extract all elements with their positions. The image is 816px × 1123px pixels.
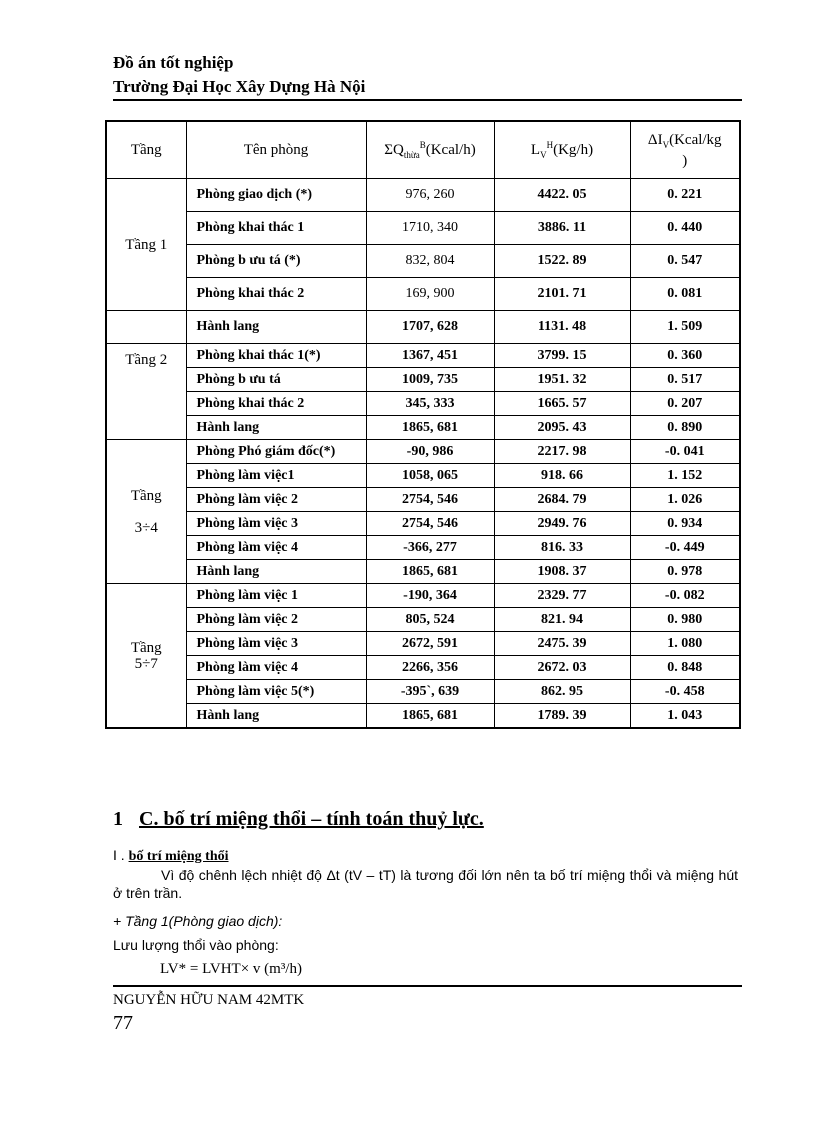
ed-main: ΔI	[647, 131, 663, 148]
floor-cell	[106, 440, 186, 584]
af-sub: V	[540, 150, 547, 160]
ed-sub: V	[662, 139, 670, 150]
room-cell: Phòng khai thác 1(*)	[186, 344, 366, 368]
room-cell: Phòng làm việc 2	[186, 488, 366, 512]
heat-cell: 2266, 356	[366, 656, 494, 680]
heat-cell: 2754, 546	[366, 512, 494, 536]
delta-cell: 0. 934	[630, 512, 740, 536]
flow-formula: LV* = LVHT× v (m³/h)	[160, 961, 302, 977]
header-rule	[113, 99, 742, 101]
room-cell: Phòng b ưu tá	[186, 368, 366, 392]
floor-cell-empty	[106, 311, 186, 344]
header-heat-surplus	[366, 121, 494, 179]
page-number: 77	[113, 1012, 133, 1034]
heat-cell: 1865, 681	[366, 560, 494, 584]
table-row	[106, 584, 740, 608]
university-name: Trường Đại Học Xây Dựng Hà Nội	[113, 77, 366, 96]
delta-cell: -0. 041	[630, 440, 740, 464]
delta-cell: 0. 547	[630, 245, 740, 278]
body-paragraph: Vì độ chênh lệch nhiệt độ Δt (tV – tT) là tương đối lớn nên ta bố trí miệng thổi và miệng hút ở trên trần.	[113, 867, 738, 901]
footer-rule	[113, 985, 742, 987]
table-row	[106, 212, 740, 245]
table-row	[106, 512, 740, 536]
floor-note: + Tầng 1(Phòng giao dịch):	[113, 913, 283, 929]
table-row	[106, 440, 740, 464]
room-cell: Hành lang	[186, 416, 366, 440]
room-cell: Phòng làm việc 3	[186, 632, 366, 656]
table-row	[106, 488, 740, 512]
af-sup: H	[546, 140, 554, 150]
heat-cell: 1009, 735	[366, 368, 494, 392]
floor-cell	[106, 584, 186, 729]
hs-sup: B	[419, 140, 426, 150]
flow-cell: 2949. 76	[494, 512, 630, 536]
heat-cell: -395`, 639	[366, 680, 494, 704]
sub-heading	[113, 846, 229, 866]
table-row	[106, 656, 740, 680]
table-row	[106, 278, 740, 311]
flow-cell: 821. 94	[494, 608, 630, 632]
flow-cell: 918. 66	[494, 464, 630, 488]
table-row	[106, 344, 740, 368]
heat-cell: 1865, 681	[366, 416, 494, 440]
delta-cell: 0. 221	[630, 179, 740, 212]
header-floor: Tầng	[106, 121, 186, 179]
section-heading	[113, 808, 484, 831]
delta-cell: 0. 440	[630, 212, 740, 245]
room-cell: Phòng làm việc 5(*)	[186, 680, 366, 704]
af-unit: (Kg/h)	[553, 142, 594, 158]
delta-cell: 0. 890	[630, 416, 740, 440]
flow-cell: 2217. 98	[494, 440, 630, 464]
table-row	[106, 608, 740, 632]
flow-cell: 2329. 77	[494, 584, 630, 608]
section-title: C. bố trí miệng thổi – tính toán thuỷ lực.	[139, 808, 484, 830]
room-cell: Phòng khai thác 1	[186, 212, 366, 245]
floor-cell: Tầng 2	[106, 344, 186, 440]
flow-cell: 2095. 43	[494, 416, 630, 440]
floor-label: Tầng	[130, 487, 162, 504]
room-cell: Phòng làm việc 4	[186, 656, 366, 680]
heat-cell: 1865, 681	[366, 704, 494, 729]
delta-cell: 1. 152	[630, 464, 740, 488]
delta-cell: 1. 509	[630, 311, 740, 344]
delta-cell: 0. 517	[630, 368, 740, 392]
ed-unit: (Kcal/kg	[669, 131, 722, 148]
hs-sub: thừa	[403, 150, 420, 160]
table-row	[106, 416, 740, 440]
heat-cell: -366, 277	[366, 536, 494, 560]
hs-unit: (Kcal/h)	[425, 142, 476, 158]
delta-cell: 1. 080	[630, 632, 740, 656]
heat-cell: 832, 804	[366, 245, 494, 278]
flow-cell: 2684. 79	[494, 488, 630, 512]
heat-cell: 805, 524	[366, 608, 494, 632]
floor-range: 3÷4	[134, 519, 158, 536]
flow-label: Lưu lượng thổi vào phòng:	[113, 937, 279, 953]
heat-cell: 1707, 628	[366, 311, 494, 344]
air-flow-table	[105, 120, 741, 729]
flow-cell: 816. 33	[494, 536, 630, 560]
room-cell: Phòng làm việc 3	[186, 512, 366, 536]
room-cell: Hành lang	[186, 560, 366, 584]
room-cell: Phòng khai thác 2	[186, 392, 366, 416]
header-enthalpy-diff	[630, 121, 740, 179]
flow-cell: 3886. 11	[494, 212, 630, 245]
heat-cell: 345, 333	[366, 392, 494, 416]
room-cell: Phòng làm việc 2	[186, 608, 366, 632]
floor-label: Tầng	[130, 639, 162, 656]
flow-cell: 1789. 39	[494, 704, 630, 729]
room-cell: Hành lang	[186, 311, 366, 344]
room-cell: Phòng b ưu tá (*)	[186, 245, 366, 278]
heat-cell: -90, 986	[366, 440, 494, 464]
table-row	[106, 179, 740, 212]
hs-main: ΣQ	[384, 142, 404, 158]
delta-cell: -0. 082	[630, 584, 740, 608]
table-row	[106, 311, 740, 344]
room-cell: Hành lang	[186, 704, 366, 729]
room-cell: Phòng làm việc 1	[186, 584, 366, 608]
flow-cell: 4422. 05	[494, 179, 630, 212]
flow-cell: 1665. 57	[494, 392, 630, 416]
table-row	[106, 464, 740, 488]
delta-cell: 0. 360	[630, 344, 740, 368]
flow-cell: 2101. 71	[494, 278, 630, 311]
flow-cell: 2475. 39	[494, 632, 630, 656]
room-cell: Phòng Phó giám đốc(*)	[186, 440, 366, 464]
flow-cell: 1951. 32	[494, 368, 630, 392]
room-cell: Phòng làm việc 4	[186, 536, 366, 560]
room-cell: Phòng giao dịch (*)	[186, 179, 366, 212]
header-room-name: Tên phòng	[186, 121, 366, 179]
delta-cell: 1. 043	[630, 704, 740, 729]
ed-close: )	[682, 152, 688, 169]
table-row	[106, 704, 740, 729]
flow-cell: 1131. 48	[494, 311, 630, 344]
heat-cell: 2754, 546	[366, 488, 494, 512]
table-row	[106, 392, 740, 416]
af-main: L	[530, 142, 541, 158]
heat-cell: 976, 260	[366, 179, 494, 212]
delta-cell: 0. 207	[630, 392, 740, 416]
floor-range: 5÷7	[134, 655, 158, 672]
delta-cell: 0. 081	[630, 278, 740, 311]
flow-cell: 3799. 15	[494, 344, 630, 368]
delta-cell: 0. 980	[630, 608, 740, 632]
heat-cell: 1367, 451	[366, 344, 494, 368]
delta-cell: -0. 458	[630, 680, 740, 704]
floor-cell: Tầng 1	[106, 179, 186, 311]
table-header-row	[106, 121, 740, 179]
table-row	[106, 368, 740, 392]
sub-heading-prefix: I .	[113, 847, 125, 863]
heat-cell: 169, 900	[366, 278, 494, 311]
room-cell: Phòng khai thác 2	[186, 278, 366, 311]
table-row	[106, 560, 740, 584]
header-air-flow	[494, 121, 630, 179]
heat-cell: -190, 364	[366, 584, 494, 608]
section-number: 1	[113, 808, 123, 830]
delta-cell: -0. 449	[630, 536, 740, 560]
flow-cell: 862. 95	[494, 680, 630, 704]
delta-cell: 0. 978	[630, 560, 740, 584]
document-title: Đồ án tốt nghiệp	[113, 53, 234, 72]
heat-cell: 1710, 340	[366, 212, 494, 245]
delta-cell: 0. 848	[630, 656, 740, 680]
flow-cell: 1908. 37	[494, 560, 630, 584]
heat-cell: 2672, 591	[366, 632, 494, 656]
table-row	[106, 245, 740, 278]
delta-cell: 1. 026	[630, 488, 740, 512]
table-row	[106, 680, 740, 704]
flow-cell: 1522. 89	[494, 245, 630, 278]
flow-cell: 2672. 03	[494, 656, 630, 680]
room-cell: Phòng làm việc1	[186, 464, 366, 488]
table-row	[106, 536, 740, 560]
author-name: NGUYỄN HỮU NAM 42MTK	[113, 992, 305, 1008]
table-row	[106, 632, 740, 656]
sub-heading-title: bố trí miệng thổi	[128, 849, 229, 864]
heat-cell: 1058, 065	[366, 464, 494, 488]
